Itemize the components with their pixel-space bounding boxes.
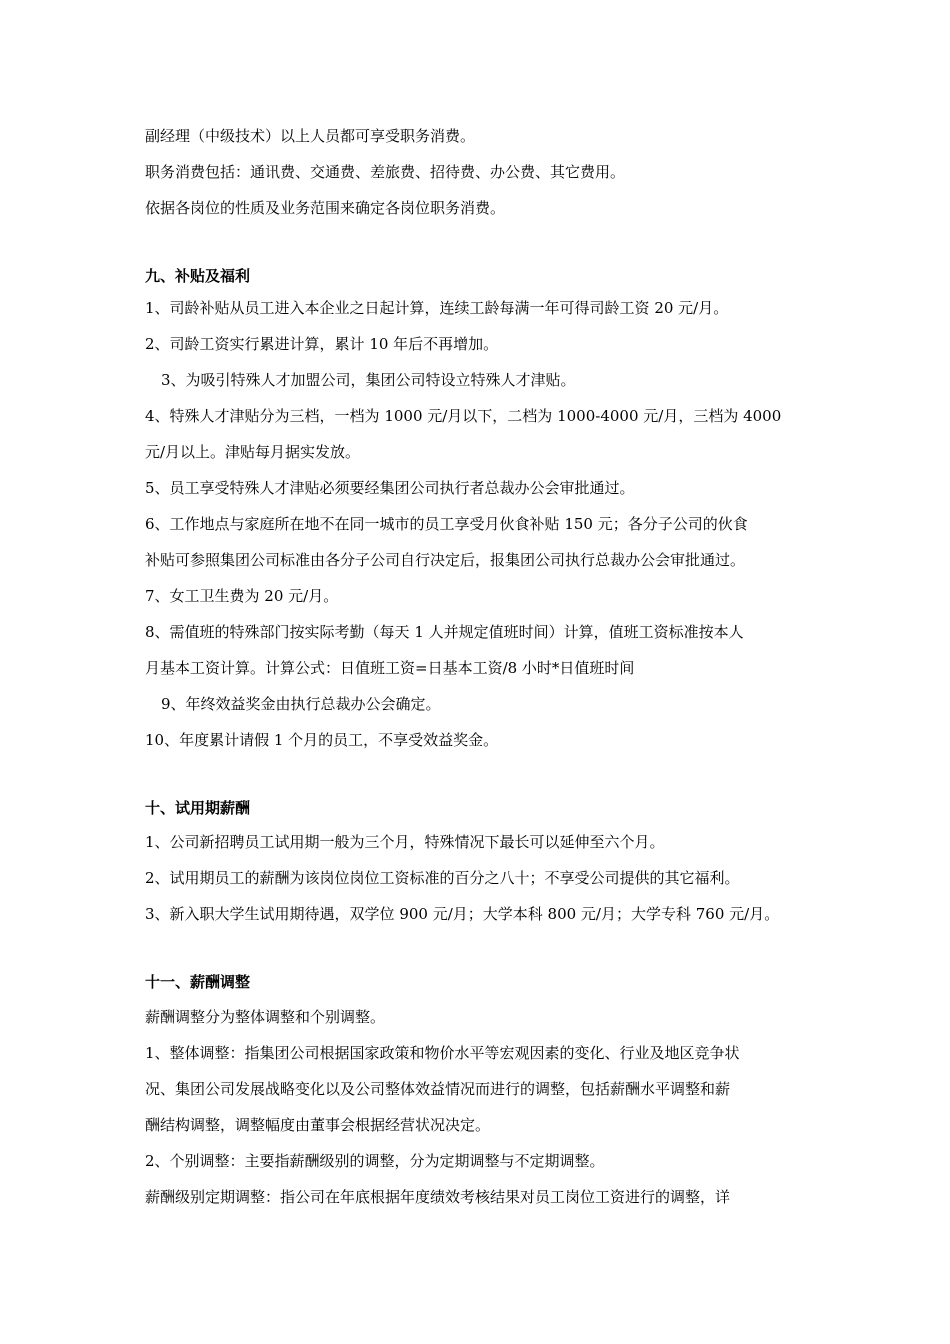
s11-para-2: 2、个别调整：主要指薪酬级别的调整，分为定期调整与不定期调整。	[145, 1152, 605, 1170]
s9-para-8-line-1: 8、需值班的特殊部门按实际考勤（每天 1 人并规定值班时间）计算，值班工资标准按本人	[145, 623, 744, 641]
s9-para-2: 2、司龄工资实行累进计算，累计 10 年后不再增加。	[145, 335, 499, 353]
s9-para-9: 9、年终效益奖金由执行总裁办公会确定。	[161, 695, 441, 713]
section-9-heading: 九、补贴及福利	[145, 267, 251, 285]
s9-para-4-line-2: 元/月以上。津贴每月据实发放。	[145, 443, 361, 461]
s11-para-0: 薪酬调整分为整体调整和个别调整。	[145, 1008, 386, 1026]
s9-para-10: 10、年度累计请假 1 个月的员工，不享受效益奖金。	[145, 731, 499, 749]
s9-para-8-line-2: 月基本工资计算。计算公式：日值班工资=日基本工资/8 小时*日值班时间	[145, 659, 635, 677]
s10-para-1: 1、公司新招聘员工试用期一般为三个月，特殊情况下最长可以延伸至六个月。	[145, 833, 665, 851]
s11-para-3: 薪酬级别定期调整：指公司在年底根据年度绩效考核结果对员工岗位工资进行的调整，详	[145, 1188, 731, 1206]
intro-line-2: 职务消费包括：通讯费、交通费、差旅费、招待费、办公费、其它费用。	[145, 163, 626, 181]
s11-para-1-line-2: 况、集团公司发展战略变化以及公司整体效益情况而进行的调整，包括薪酬水平调整和薪	[145, 1080, 731, 1098]
intro-line-1: 副经理（中级技术）以上人员都可享受职务消费。	[145, 127, 476, 145]
section-11-heading: 十一、薪酬调整	[145, 973, 251, 991]
s11-para-1-line-1: 1、整体调整：指集团公司根据国家政策和物价水平等宏观因素的变化、行业及地区竞争状	[145, 1044, 740, 1062]
s11-para-1-line-3: 酬结构调整，调整幅度由董事会根据经营状况决定。	[145, 1116, 491, 1134]
s9-para-4-line-1: 4、特殊人才津贴分为三档，一档为 1000 元/月以下，二档为 1000-4000 元/月，三档为 4000	[145, 407, 782, 425]
s9-para-1: 1、司龄补贴从员工进入本企业之日起计算，连续工龄每满一年可得司龄工资 20 元/月。	[145, 299, 729, 317]
s9-para-6-line-1: 6、工作地点与家庭所在地不在同一城市的员工享受月伙食补贴 150 元；各分子公司的伙食	[145, 515, 748, 533]
s9-para-7: 7、女工卫生费为 20 元/月。	[145, 587, 339, 605]
s9-para-5: 5、员工享受特殊人才津贴必须要经集团公司执行者总裁办公会审批通过。	[145, 479, 635, 497]
s10-para-3: 3、新入职大学生试用期待遇，双学位 900 元/月；大学本科 800 元/月；大学专科 760 元/月。	[145, 905, 780, 923]
intro-line-3: 依据各岗位的性质及业务范围来确定各岗位职务消费。	[145, 199, 506, 217]
s9-para-3: 3、为吸引特殊人才加盟公司，集团公司特设立特殊人才津贴。	[161, 371, 576, 389]
s9-para-6-line-2: 补贴可参照集团公司标准由各分子公司自行决定后，报集团公司执行总裁办公会审批通过。	[145, 551, 746, 569]
s10-para-2: 2、试用期员工的薪酬为该岗位岗位工资标准的百分之八十；不享受公司提供的其它福利。	[145, 869, 740, 887]
section-10-heading: 十、试用期薪酬	[145, 799, 251, 817]
